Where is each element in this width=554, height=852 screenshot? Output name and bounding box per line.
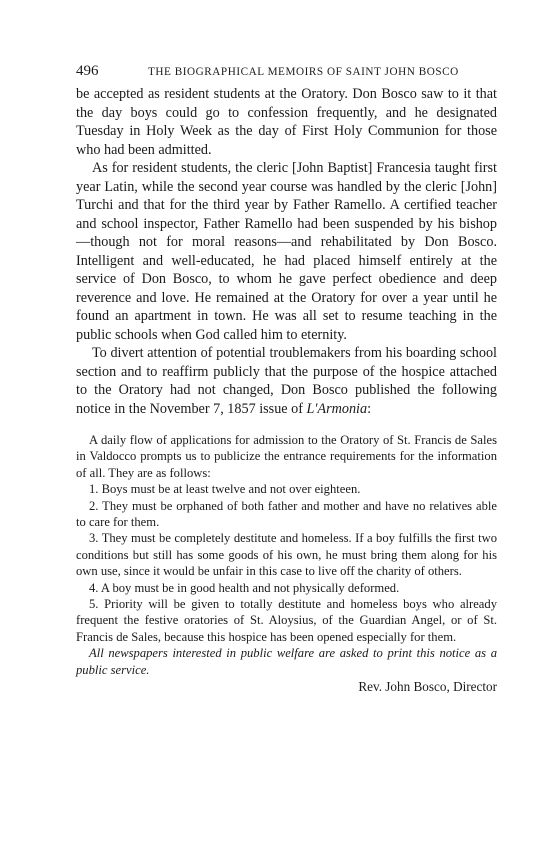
notice-item-5: 5. Priority will be given to totally destitute and homeless boys who already frequent the festive oratories of St. Aloysius, of the Guardian Angel, or of St. Francis de Sales, because this hospice has been opened especially for them. (76, 597, 497, 644)
paragraph-continuation: be accepted as resident students at the Oratory. Don Bosco saw to it that the day boys could go to confession frequently, and he designated Tuesday in Holy Week as the day of First Holy Communion for those who had been admitted. (76, 86, 497, 158)
notice-item-4: 4. A boy must be in good health and not physically deformed. (89, 580, 400, 595)
running-head (76, 62, 497, 82)
paragraph-notice-intro-end: : (367, 400, 372, 417)
paragraph-notice-intro-text: To divert attention of potential troublemakers from his boarding school section and to reaffirm publicly that the purpose of the hospice attached to the Oratory had not changed, Don Bosco published the following notice in the November 7, 1857 issue of (76, 345, 497, 417)
body-text (76, 85, 497, 418)
notice-item-3: 3. They must be completely destitute and homeless. If a boy fulfills the first two conditions but still has some goods of his own, he must bring them along for his own use, since it would be unfair in this case to live off the charity of others. (76, 531, 497, 579)
book-page (76, 62, 497, 696)
paragraph-resident-students: As for resident students, the cleric [John Baptist] Francesia taught first year Latin, while the second year course was handled by the cleric [John] Turchi and that for the third year by Father Ramello. A certified teacher and school inspector, Father Ramello had been suspended by his bishop—though not for moral reasons—and rehabilitated by Don Bosco. Intelligent and well-educated, he had placed himself entirely at the service of Don Bosco, to whom he gave perfect obedience and deep reverence and love. He remained at the Oratory for over a year until he found an apartment in town. He was all set to resume teaching in the public schools when God called him to eternity. (76, 160, 497, 343)
notice-item-2: 2. They must be orphaned of both father and mother and have no relatives able to care for them. (76, 498, 497, 530)
running-title: THE BIOGRAPHICAL MEMOIRS OF SAINT JOHN BOSCO (148, 66, 459, 78)
notice-item-1: 1. Boys must be at least twelve and not over eighteen. (89, 482, 361, 497)
notice-closing-note: All newspapers interested in public welfare are asked to print this notice as a public service. (76, 646, 497, 677)
newspaper-title: L'Armonia (306, 400, 368, 417)
paragraph-notice-intro (76, 344, 497, 418)
page-number: 496 (76, 63, 99, 79)
quoted-notice (76, 432, 497, 678)
notice-signature: Rev. John Bosco, Director (358, 679, 497, 695)
notice-intro: A daily flow of applications for admission to the Oratory of St. Francis de Sales in Valdocco prompts us to publicize the entrance requirements for the information of all. They are as follows: (76, 433, 497, 480)
